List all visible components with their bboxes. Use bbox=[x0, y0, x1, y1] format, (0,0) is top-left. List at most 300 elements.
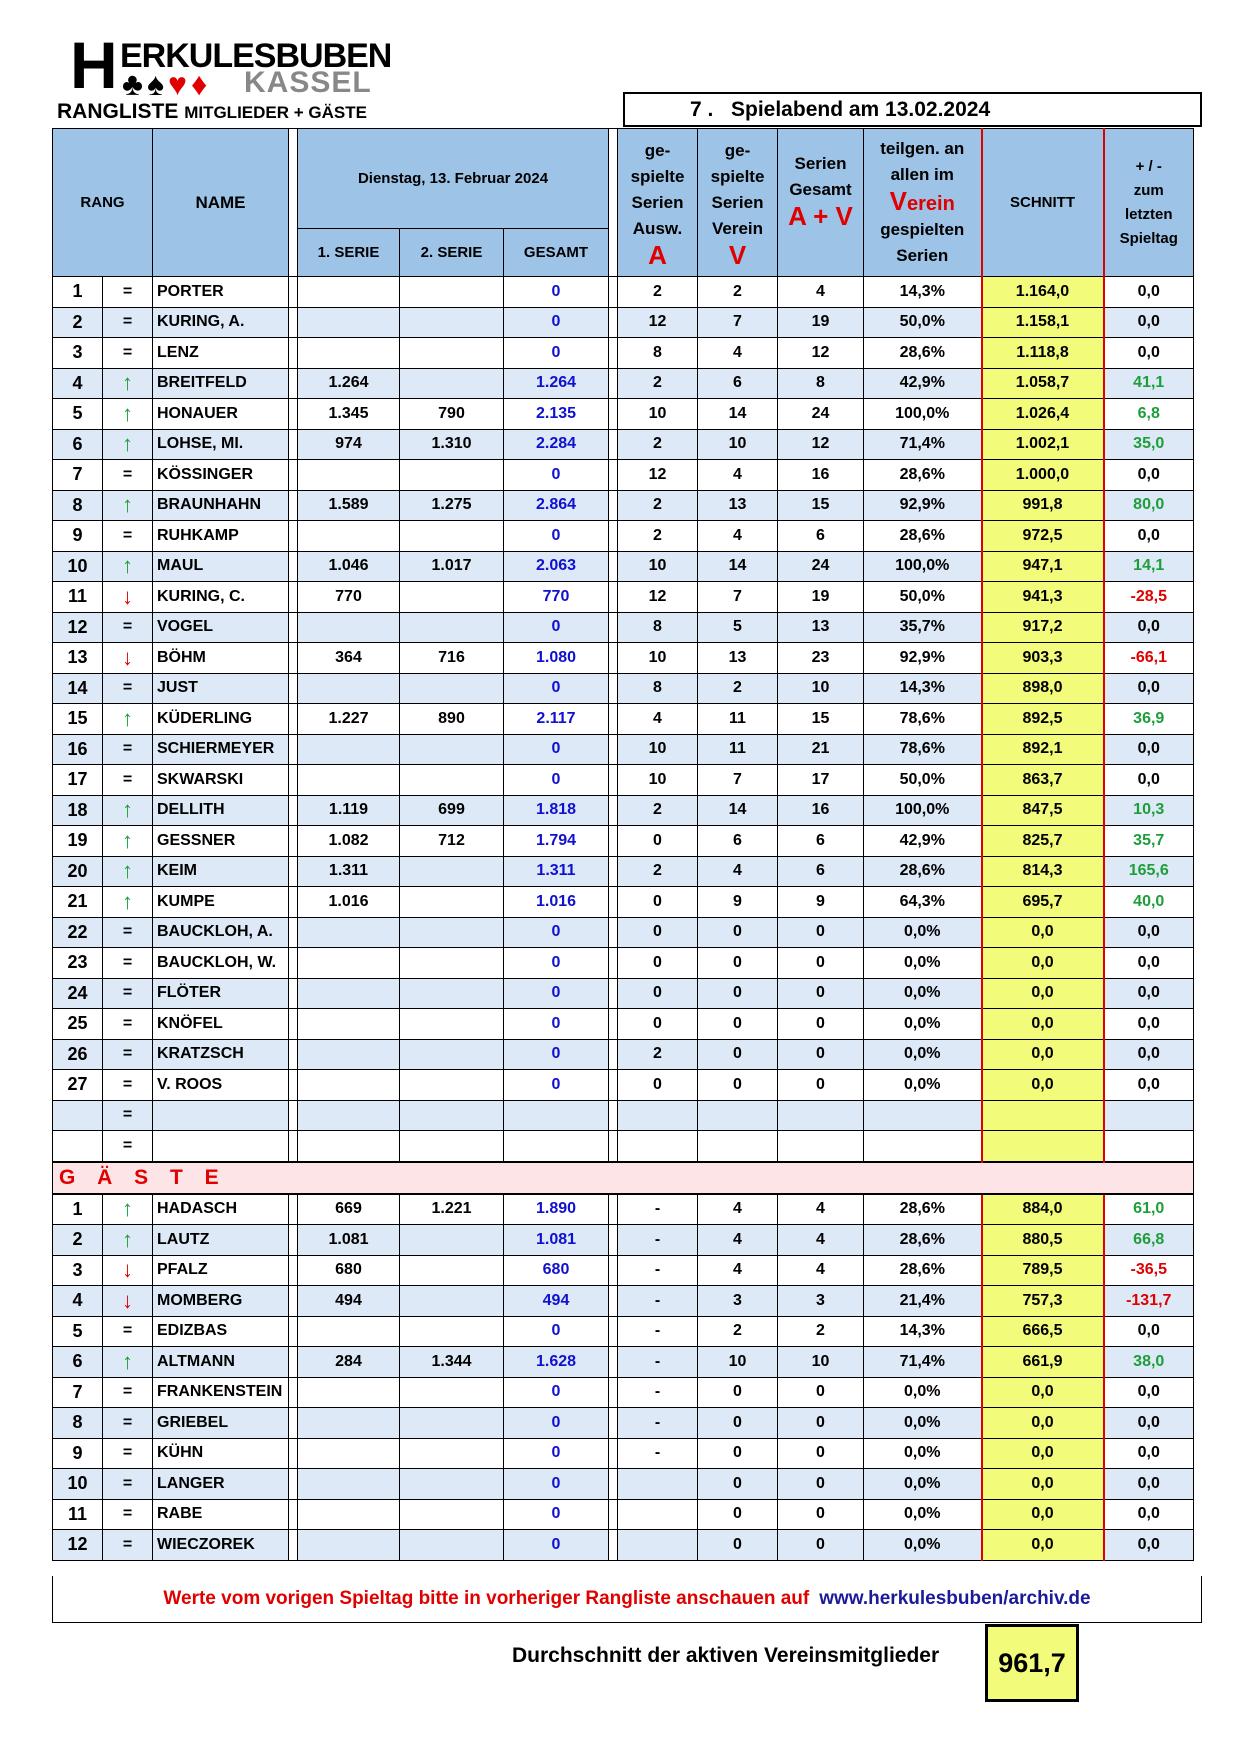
cell-name: ALTMANN bbox=[153, 1347, 289, 1378]
cell-rank: 9 bbox=[53, 1438, 103, 1469]
header-date: Dienstag, 13. Februar 2024 bbox=[298, 129, 609, 229]
cell-total: 0 bbox=[504, 673, 609, 704]
column-gap bbox=[289, 1530, 298, 1561]
equal-icon: = bbox=[103, 1438, 153, 1469]
column-gap bbox=[609, 856, 618, 887]
cell-diff: 0,0 bbox=[1104, 1316, 1194, 1347]
cell-rank: 24 bbox=[53, 978, 103, 1009]
cell-verein: 0 bbox=[698, 1039, 778, 1070]
column-gap bbox=[289, 1009, 298, 1040]
column-gap bbox=[609, 1469, 618, 1500]
arrow-up-icon: ↑ bbox=[103, 399, 153, 430]
cell-total: 0 bbox=[504, 1070, 609, 1101]
column-gap bbox=[289, 673, 298, 704]
cell-rank: 11 bbox=[53, 582, 103, 613]
cell-serie2 bbox=[400, 1499, 504, 1530]
column-gap bbox=[609, 643, 618, 674]
cell-ausw: - bbox=[618, 1286, 698, 1317]
column-gap bbox=[609, 521, 618, 552]
cell-ausw: 2 bbox=[618, 277, 698, 308]
cell-name: KÜDERLING bbox=[153, 704, 289, 735]
cell-serie1 bbox=[298, 1070, 400, 1101]
cell-schnitt: 666,5 bbox=[982, 1316, 1104, 1347]
cell-serie1 bbox=[298, 521, 400, 552]
cell-serien-gesamt: 12 bbox=[778, 429, 864, 460]
table-row bbox=[53, 856, 1194, 887]
cell-serien-gesamt: 15 bbox=[778, 490, 864, 521]
equal-icon: = bbox=[103, 1131, 153, 1162]
column-gap bbox=[609, 551, 618, 582]
table-row bbox=[53, 612, 1194, 643]
cell-total: 494 bbox=[504, 1286, 609, 1317]
cell-ausw: 8 bbox=[618, 673, 698, 704]
cell-serien-gesamt: 4 bbox=[778, 1225, 864, 1256]
cell-diff: 0,0 bbox=[1104, 1499, 1194, 1530]
column-gap bbox=[289, 551, 298, 582]
header-diff: + / - zum letzten Spieltag bbox=[1104, 129, 1194, 277]
cell-schnitt: 884,0 bbox=[982, 1194, 1104, 1225]
cell-diff: 0,0 bbox=[1104, 460, 1194, 491]
cell-diff: -36,5 bbox=[1104, 1255, 1194, 1286]
cell-ausw: 2 bbox=[618, 1039, 698, 1070]
cell-serie2 bbox=[400, 1070, 504, 1101]
cell-ausw: 8 bbox=[618, 612, 698, 643]
cell-serien-gesamt: 24 bbox=[778, 551, 864, 582]
cell-rank: 1 bbox=[53, 277, 103, 308]
cell-diff: -28,5 bbox=[1104, 582, 1194, 613]
cell-ausw: 12 bbox=[618, 582, 698, 613]
cell-verein: 2 bbox=[698, 277, 778, 308]
equal-icon: = bbox=[103, 734, 153, 765]
cell-verein: 5 bbox=[698, 612, 778, 643]
cell-diff: 0,0 bbox=[1104, 978, 1194, 1009]
cell-teilnahme: 71,4% bbox=[864, 1347, 982, 1378]
guests-label: G Ä S T E bbox=[53, 1162, 1194, 1194]
cell-ausw: - bbox=[618, 1377, 698, 1408]
cell-teilnahme: 35,7% bbox=[864, 612, 982, 643]
table-row bbox=[53, 338, 1194, 369]
column-gap bbox=[609, 1070, 618, 1101]
cell-serie1: 1.345 bbox=[298, 399, 400, 430]
cell-teilnahme: 0,0% bbox=[864, 1039, 982, 1070]
cell-rank: 5 bbox=[53, 399, 103, 430]
cell-diff: -131,7 bbox=[1104, 1286, 1194, 1317]
cell-schnitt: 903,3 bbox=[982, 643, 1104, 674]
cell-name: GESSNER bbox=[153, 826, 289, 857]
cell-serie1: 1.119 bbox=[298, 795, 400, 826]
cell-serien-gesamt: 6 bbox=[778, 521, 864, 552]
cell-verein: 0 bbox=[698, 978, 778, 1009]
cell-ausw: 2 bbox=[618, 521, 698, 552]
cell-ausw: - bbox=[618, 1408, 698, 1439]
cell-teilnahme: 100,0% bbox=[864, 399, 982, 430]
cell-total: 1.628 bbox=[504, 1347, 609, 1378]
cell-teilnahme: 50,0% bbox=[864, 307, 982, 338]
archive-link[interactable]: www.herkulesbuben/archiv.de bbox=[819, 1588, 1091, 1609]
cell-schnitt: 1.164,0 bbox=[982, 277, 1104, 308]
cell-total: 0 bbox=[504, 338, 609, 369]
cell-serien-gesamt: 0 bbox=[778, 1438, 864, 1469]
cell-serie2 bbox=[400, 948, 504, 979]
column-gap bbox=[609, 1255, 618, 1286]
ranking-table-wrapper bbox=[52, 128, 1194, 1561]
equal-icon: = bbox=[103, 307, 153, 338]
column-gap bbox=[609, 129, 618, 277]
column-gap bbox=[289, 734, 298, 765]
table-row bbox=[53, 978, 1194, 1009]
cell-total: 0 bbox=[504, 734, 609, 765]
column-gap bbox=[289, 1255, 298, 1286]
table-row bbox=[53, 1408, 1194, 1439]
column-gap bbox=[289, 1131, 298, 1162]
cell-serien-gesamt: 8 bbox=[778, 368, 864, 399]
cell-teilnahme: 28,6% bbox=[864, 521, 982, 552]
cell-serien-gesamt: 4 bbox=[778, 1255, 864, 1286]
column-gap bbox=[289, 1469, 298, 1500]
header-schnitt: SCHNITT bbox=[982, 129, 1104, 277]
cell-verein: 2 bbox=[698, 1316, 778, 1347]
cell-serie1: 669 bbox=[298, 1194, 400, 1225]
equal-icon: = bbox=[103, 1070, 153, 1101]
cell-name: BREITFELD bbox=[153, 368, 289, 399]
column-gap bbox=[289, 1377, 298, 1408]
cell-ausw: 0 bbox=[618, 1009, 698, 1040]
equal-icon: = bbox=[103, 1408, 153, 1439]
cell-ausw: - bbox=[618, 1347, 698, 1378]
column-gap bbox=[289, 1039, 298, 1070]
cell-total: 0 bbox=[504, 978, 609, 1009]
cell-ausw: 8 bbox=[618, 338, 698, 369]
column-gap bbox=[289, 795, 298, 826]
cell-serie2: 1.221 bbox=[400, 1194, 504, 1225]
cell-verein: 0 bbox=[698, 1499, 778, 1530]
column-gap bbox=[609, 917, 618, 948]
header-serie1: 1. SERIE bbox=[298, 229, 400, 277]
logo-city: KASSEL bbox=[244, 66, 372, 99]
column-gap bbox=[289, 1347, 298, 1378]
cell-serie1: 974 bbox=[298, 429, 400, 460]
cell-name: BAUCKLOH, W. bbox=[153, 948, 289, 979]
cell-verein: 4 bbox=[698, 338, 778, 369]
cell-name: DELLITH bbox=[153, 795, 289, 826]
arrow-up-icon: ↑ bbox=[103, 887, 153, 918]
column-gap bbox=[289, 704, 298, 735]
cell-teilnahme: 0,0% bbox=[864, 1499, 982, 1530]
header-verein-letter: V bbox=[728, 239, 747, 270]
column-gap bbox=[289, 1194, 298, 1225]
cell-name: RABE bbox=[153, 1499, 289, 1530]
cell-name: LAUTZ bbox=[153, 1225, 289, 1256]
cell-schnitt: 0,0 bbox=[982, 978, 1104, 1009]
cell-serien-gesamt: 0 bbox=[778, 1009, 864, 1040]
cell-diff: 66,8 bbox=[1104, 1225, 1194, 1256]
table-row bbox=[53, 1039, 1194, 1070]
cell-teilnahme: 78,6% bbox=[864, 734, 982, 765]
cell-serie2 bbox=[400, 856, 504, 887]
cell-serien-gesamt: 0 bbox=[778, 978, 864, 1009]
cell-serie1 bbox=[298, 917, 400, 948]
column-gap bbox=[609, 1347, 618, 1378]
cell-teilnahme: 78,6% bbox=[864, 704, 982, 735]
cell-schnitt: 898,0 bbox=[982, 673, 1104, 704]
table-row bbox=[53, 673, 1194, 704]
column-gap bbox=[289, 765, 298, 796]
table-row bbox=[53, 1009, 1194, 1040]
column-gap bbox=[609, 1316, 618, 1347]
cell-serie2 bbox=[400, 1100, 504, 1131]
cell-serien-gesamt: 0 bbox=[778, 1377, 864, 1408]
cell-diff: 40,0 bbox=[1104, 887, 1194, 918]
cell-teilnahme: 50,0% bbox=[864, 582, 982, 613]
cell-serie2 bbox=[400, 917, 504, 948]
cell-total: 1.081 bbox=[504, 1225, 609, 1256]
arrow-up-icon: ↑ bbox=[103, 551, 153, 582]
column-gap bbox=[289, 1499, 298, 1530]
column-gap bbox=[609, 1100, 618, 1131]
cell-serien-gesamt: 10 bbox=[778, 673, 864, 704]
cell-rank: 20 bbox=[53, 856, 103, 887]
evening-text: Spielabend am 13.02.2024 bbox=[731, 98, 991, 121]
column-gap bbox=[609, 1039, 618, 1070]
page-title bbox=[57, 100, 367, 124]
cell-serie1 bbox=[298, 460, 400, 491]
cell-schnitt: 941,3 bbox=[982, 582, 1104, 613]
cell-ausw: 10 bbox=[618, 551, 698, 582]
header-serien-gesamt-letters: A + V bbox=[788, 200, 853, 231]
arrow-up-icon: ↑ bbox=[103, 704, 153, 735]
cell-name: PORTER bbox=[153, 277, 289, 308]
cell-verein: 14 bbox=[698, 795, 778, 826]
table-row bbox=[53, 948, 1194, 979]
cell-name: MAUL bbox=[153, 551, 289, 582]
cell-serie2 bbox=[400, 734, 504, 765]
cell-serie2: 1.017 bbox=[400, 551, 504, 582]
cell-name: PFALZ bbox=[153, 1255, 289, 1286]
equal-icon: = bbox=[103, 1377, 153, 1408]
cell-serie2: 1.310 bbox=[400, 429, 504, 460]
cell-serie1 bbox=[298, 673, 400, 704]
cell-rank: 5 bbox=[53, 1316, 103, 1347]
cell-ausw: - bbox=[618, 1194, 698, 1225]
cell-schnitt: 0,0 bbox=[982, 917, 1104, 948]
arrow-up-icon: ↑ bbox=[103, 826, 153, 857]
cell-total: 0 bbox=[504, 460, 609, 491]
cell-rank: 10 bbox=[53, 551, 103, 582]
cell-verein: 7 bbox=[698, 765, 778, 796]
cell-verein: 2 bbox=[698, 673, 778, 704]
cell-serie1 bbox=[298, 978, 400, 1009]
cell-name: KÖSSINGER bbox=[153, 460, 289, 491]
cell-rank: 13 bbox=[53, 643, 103, 674]
cell-schnitt: 789,5 bbox=[982, 1255, 1104, 1286]
arrow-up-icon: ↑ bbox=[103, 1225, 153, 1256]
cell-serie2 bbox=[400, 338, 504, 369]
cell-schnitt: 1.118,8 bbox=[982, 338, 1104, 369]
cell-ausw: 12 bbox=[618, 307, 698, 338]
column-gap bbox=[609, 1530, 618, 1561]
cell-serie1 bbox=[298, 277, 400, 308]
cell-serien-gesamt: 17 bbox=[778, 765, 864, 796]
column-gap bbox=[289, 307, 298, 338]
cell-serie2 bbox=[400, 1225, 504, 1256]
cell-verein: 4 bbox=[698, 1225, 778, 1256]
cell-serien-gesamt: 4 bbox=[778, 1194, 864, 1225]
column-gap bbox=[289, 978, 298, 1009]
cell-rank: 2 bbox=[53, 1225, 103, 1256]
column-gap bbox=[609, 399, 618, 430]
cell-diff: 0,0 bbox=[1104, 612, 1194, 643]
cell-rank: 8 bbox=[53, 1408, 103, 1439]
column-gap bbox=[609, 887, 618, 918]
cell-serie2 bbox=[400, 1469, 504, 1500]
cell-verein: 11 bbox=[698, 704, 778, 735]
cell-total: 0 bbox=[504, 765, 609, 796]
equal-icon: = bbox=[103, 460, 153, 491]
cell-serien-gesamt: 16 bbox=[778, 460, 864, 491]
logo-initial: H bbox=[70, 28, 116, 102]
column-gap bbox=[289, 1070, 298, 1101]
cell-schnitt: 991,8 bbox=[982, 490, 1104, 521]
arrow-up-icon: ↑ bbox=[103, 368, 153, 399]
cell-serie2 bbox=[400, 460, 504, 491]
cell-ausw bbox=[618, 1131, 698, 1162]
cell-serie1 bbox=[298, 338, 400, 369]
cell-diff bbox=[1104, 1100, 1194, 1131]
cell-teilnahme: 92,9% bbox=[864, 490, 982, 521]
header-gesamt: GESAMT bbox=[504, 229, 609, 277]
equal-icon: = bbox=[103, 1039, 153, 1070]
table-row bbox=[53, 734, 1194, 765]
cell-ausw: 0 bbox=[618, 887, 698, 918]
cell-name: VOGEL bbox=[153, 612, 289, 643]
evening-box bbox=[623, 92, 1202, 127]
cell-rank: 4 bbox=[53, 368, 103, 399]
equal-icon: = bbox=[103, 765, 153, 796]
cell-rank: 22 bbox=[53, 917, 103, 948]
cell-total: 0 bbox=[504, 1499, 609, 1530]
cell-total: 1.818 bbox=[504, 795, 609, 826]
cell-diff: 0,0 bbox=[1104, 1039, 1194, 1070]
cell-serien-gesamt: 3 bbox=[778, 1286, 864, 1317]
cell-diff: 61,0 bbox=[1104, 1194, 1194, 1225]
cell-serie1 bbox=[298, 948, 400, 979]
cell-rank: 17 bbox=[53, 765, 103, 796]
column-gap bbox=[609, 1377, 618, 1408]
column-gap bbox=[289, 643, 298, 674]
column-gap bbox=[289, 1316, 298, 1347]
equal-icon: = bbox=[103, 978, 153, 1009]
column-gap bbox=[609, 826, 618, 857]
cell-serien-gesamt: 0 bbox=[778, 1469, 864, 1500]
cell-total: 2.864 bbox=[504, 490, 609, 521]
column-gap bbox=[289, 826, 298, 857]
cell-verein bbox=[698, 1100, 778, 1131]
cell-serien-gesamt: 0 bbox=[778, 1039, 864, 1070]
cell-verein: 0 bbox=[698, 1070, 778, 1101]
cell-verein: 0 bbox=[698, 1009, 778, 1040]
cell-name: FLÖTER bbox=[153, 978, 289, 1009]
cell-serien-gesamt: 0 bbox=[778, 1408, 864, 1439]
cell-diff: 0,0 bbox=[1104, 765, 1194, 796]
arrow-down-icon: ↓ bbox=[103, 643, 153, 674]
page-title-sub: MITGLIEDER + GÄSTE bbox=[184, 103, 367, 122]
cell-serie2 bbox=[400, 1039, 504, 1070]
cell-serie1: 1.589 bbox=[298, 490, 400, 521]
cell-name bbox=[153, 1100, 289, 1131]
table-row bbox=[53, 399, 1194, 430]
cell-rank: 12 bbox=[53, 612, 103, 643]
cell-teilnahme: 0,0% bbox=[864, 1408, 982, 1439]
cell-diff: 35,0 bbox=[1104, 429, 1194, 460]
cell-total: 0 bbox=[504, 277, 609, 308]
cell-total: 680 bbox=[504, 1255, 609, 1286]
cell-serien-gesamt: 24 bbox=[778, 399, 864, 430]
column-gap bbox=[289, 277, 298, 308]
cell-ausw bbox=[618, 1469, 698, 1500]
cell-schnitt: 0,0 bbox=[982, 1070, 1104, 1101]
column-gap bbox=[609, 1225, 618, 1256]
cell-serie1: 494 bbox=[298, 1286, 400, 1317]
equal-icon: = bbox=[103, 1530, 153, 1561]
cell-serie2 bbox=[400, 1316, 504, 1347]
cell-name: JUST bbox=[153, 673, 289, 704]
cell-diff: 0,0 bbox=[1104, 277, 1194, 308]
cell-teilnahme: 14,3% bbox=[864, 673, 982, 704]
footer-note-text: Werte vom vorigen Spieltag bitte in vorheriger Rangliste anschauen auf bbox=[163, 1588, 810, 1609]
cell-schnitt: 0,0 bbox=[982, 1408, 1104, 1439]
cell-serien-gesamt: 10 bbox=[778, 1347, 864, 1378]
cell-schnitt: 814,3 bbox=[982, 856, 1104, 887]
cell-verein: 0 bbox=[698, 1377, 778, 1408]
cell-diff: 0,0 bbox=[1104, 338, 1194, 369]
cell-verein: 11 bbox=[698, 734, 778, 765]
column-gap bbox=[289, 399, 298, 430]
cell-teilnahme: 28,6% bbox=[864, 1255, 982, 1286]
column-gap bbox=[289, 460, 298, 491]
cell-serie1: 1.264 bbox=[298, 368, 400, 399]
cell-ausw: 2 bbox=[618, 856, 698, 887]
cell-teilnahme: 28,6% bbox=[864, 1194, 982, 1225]
column-gap bbox=[609, 704, 618, 735]
equal-icon: = bbox=[103, 277, 153, 308]
cell-diff: -66,1 bbox=[1104, 643, 1194, 674]
column-gap bbox=[609, 307, 618, 338]
cell-total: 0 bbox=[504, 307, 609, 338]
cell-ausw: 10 bbox=[618, 765, 698, 796]
cell-teilnahme: 0,0% bbox=[864, 1469, 982, 1500]
cell-serien-gesamt bbox=[778, 1131, 864, 1162]
cell-serie2 bbox=[400, 887, 504, 918]
arrow-up-icon: ↑ bbox=[103, 1194, 153, 1225]
cell-verein: 13 bbox=[698, 643, 778, 674]
cell-serien-gesamt: 16 bbox=[778, 795, 864, 826]
cell-total: 0 bbox=[504, 1316, 609, 1347]
cell-name: KÜHN bbox=[153, 1438, 289, 1469]
cell-serie2 bbox=[400, 978, 504, 1009]
column-gap bbox=[609, 978, 618, 1009]
cell-ausw: - bbox=[618, 1225, 698, 1256]
cell-serie1: 1.046 bbox=[298, 551, 400, 582]
cell-schnitt: 1.058,7 bbox=[982, 368, 1104, 399]
cell-schnitt: 0,0 bbox=[982, 1469, 1104, 1500]
cell-teilnahme: 21,4% bbox=[864, 1286, 982, 1317]
cell-total: 0 bbox=[504, 917, 609, 948]
table-row bbox=[53, 1377, 1194, 1408]
cell-teilnahme: 42,9% bbox=[864, 368, 982, 399]
column-gap bbox=[609, 612, 618, 643]
cell-schnitt: 0,0 bbox=[982, 1377, 1104, 1408]
header-teilnahme: teilgen. an allen im Verein gespielten Serien bbox=[864, 129, 982, 277]
